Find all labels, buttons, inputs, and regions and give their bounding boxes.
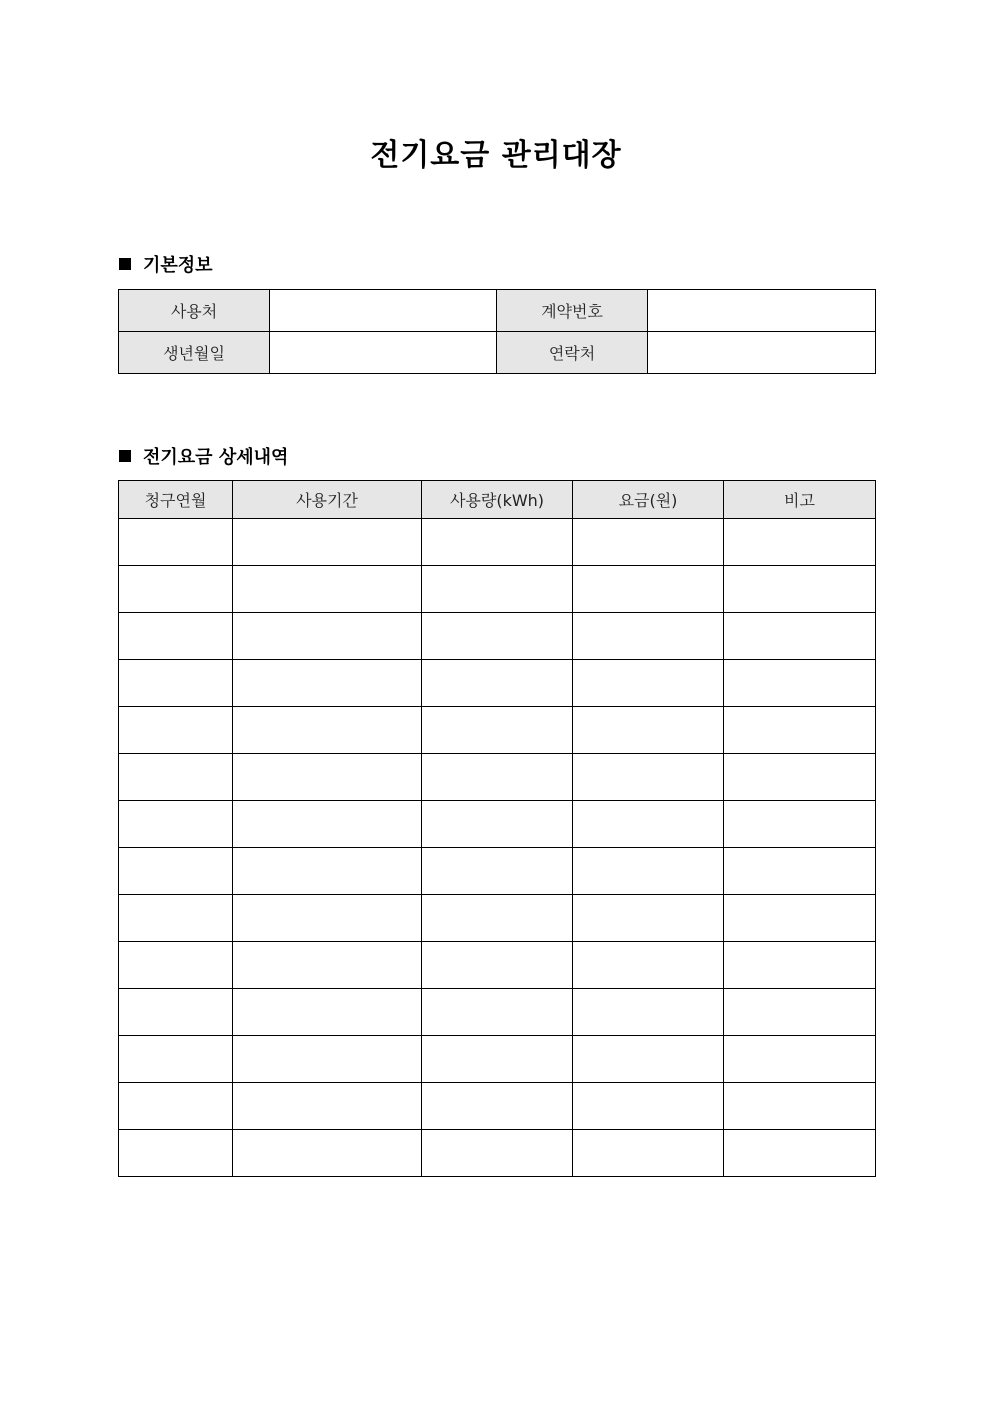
billing-month-cell[interactable] <box>119 1083 233 1130</box>
contract-number-label: 계약번호 <box>497 290 648 332</box>
page-title: 전기요금 관리대장 <box>370 138 622 173</box>
usage-period-cell[interactable] <box>233 754 422 801</box>
charge-cell[interactable] <box>573 707 724 754</box>
basic-info-table <box>118 289 876 374</box>
detail-heading <box>119 444 288 468</box>
usage-place-field[interactable] <box>270 290 497 332</box>
usage-kwh-cell[interactable] <box>422 848 573 895</box>
billing-month-cell[interactable] <box>119 1130 233 1177</box>
table-row <box>119 848 876 895</box>
billing-month-cell[interactable] <box>119 989 233 1036</box>
usage-kwh-cell[interactable] <box>422 1083 573 1130</box>
table-row <box>119 942 876 989</box>
remarks-cell[interactable] <box>724 848 876 895</box>
table-row <box>119 566 876 613</box>
remarks-cell[interactable] <box>724 1036 876 1083</box>
usage-period-cell[interactable] <box>233 801 422 848</box>
usage-period-cell[interactable] <box>233 1130 422 1177</box>
usage-period-cell[interactable] <box>233 660 422 707</box>
info-row <box>119 290 876 332</box>
billing-month-cell[interactable] <box>119 613 233 660</box>
remarks-cell[interactable] <box>724 519 876 566</box>
charge-cell[interactable] <box>573 613 724 660</box>
table-row <box>119 895 876 942</box>
charge-cell[interactable] <box>573 942 724 989</box>
table-row <box>119 801 876 848</box>
remarks-cell[interactable] <box>724 989 876 1036</box>
charge-cell[interactable] <box>573 1036 724 1083</box>
birth-date-label: 생년월일 <box>119 332 270 374</box>
detail-table-body <box>119 519 876 1177</box>
remarks-cell[interactable] <box>724 942 876 989</box>
usage-place-label: 사용처 <box>119 290 270 332</box>
table-row <box>119 754 876 801</box>
usage-kwh-cell[interactable] <box>422 613 573 660</box>
billing-month-cell[interactable] <box>119 566 233 613</box>
billing-month-cell[interactable] <box>119 660 233 707</box>
square-bullet-icon <box>119 258 131 270</box>
column-header-remarks: 비고 <box>724 481 876 519</box>
usage-kwh-cell[interactable] <box>422 989 573 1036</box>
column-header-usage-kwh: 사용량(kWh) <box>422 481 573 519</box>
billing-month-cell[interactable] <box>119 848 233 895</box>
detail-table <box>118 480 876 1177</box>
table-row <box>119 613 876 660</box>
charge-cell[interactable] <box>573 519 724 566</box>
charge-cell[interactable] <box>573 1083 724 1130</box>
charge-cell[interactable] <box>573 1130 724 1177</box>
usage-kwh-cell[interactable] <box>422 519 573 566</box>
detail-header-row <box>119 481 876 519</box>
charge-cell[interactable] <box>573 801 724 848</box>
billing-month-cell[interactable] <box>119 1036 233 1083</box>
remarks-cell[interactable] <box>724 707 876 754</box>
column-header-charge: 요금(원) <box>573 481 724 519</box>
charge-cell[interactable] <box>573 895 724 942</box>
contract-number-field[interactable] <box>648 290 876 332</box>
billing-month-cell[interactable] <box>119 942 233 989</box>
birth-date-field[interactable] <box>270 332 497 374</box>
usage-period-cell[interactable] <box>233 519 422 566</box>
table-row <box>119 1130 876 1177</box>
remarks-cell[interactable] <box>724 801 876 848</box>
remarks-cell[interactable] <box>724 895 876 942</box>
remarks-cell[interactable] <box>724 754 876 801</box>
remarks-cell[interactable] <box>724 1130 876 1177</box>
remarks-cell[interactable] <box>724 613 876 660</box>
basic-info-heading <box>119 252 213 276</box>
charge-cell[interactable] <box>573 848 724 895</box>
basic-info-heading-text: 기본정보 <box>143 255 213 276</box>
usage-kwh-cell[interactable] <box>422 1036 573 1083</box>
usage-period-cell[interactable] <box>233 566 422 613</box>
contact-field[interactable] <box>648 332 876 374</box>
charge-cell[interactable] <box>573 566 724 613</box>
usage-period-cell[interactable] <box>233 707 422 754</box>
square-bullet-icon <box>119 450 131 462</box>
billing-month-cell[interactable] <box>119 801 233 848</box>
billing-month-cell[interactable] <box>119 707 233 754</box>
table-row <box>119 1083 876 1130</box>
info-row <box>119 332 876 374</box>
table-row <box>119 1036 876 1083</box>
usage-period-cell[interactable] <box>233 1083 422 1130</box>
table-row <box>119 707 876 754</box>
remarks-cell[interactable] <box>724 566 876 613</box>
usage-period-cell[interactable] <box>233 1036 422 1083</box>
remarks-cell[interactable] <box>724 660 876 707</box>
usage-period-cell[interactable] <box>233 613 422 660</box>
usage-kwh-cell[interactable] <box>422 942 573 989</box>
usage-kwh-cell[interactable] <box>422 895 573 942</box>
billing-month-cell[interactable] <box>119 754 233 801</box>
usage-kwh-cell[interactable] <box>422 1130 573 1177</box>
billing-month-cell[interactable] <box>119 519 233 566</box>
charge-cell[interactable] <box>573 754 724 801</box>
usage-kwh-cell[interactable] <box>422 660 573 707</box>
contact-label: 연락처 <box>497 332 648 374</box>
table-row <box>119 989 876 1036</box>
usage-period-cell[interactable] <box>233 848 422 895</box>
usage-kwh-cell[interactable] <box>422 754 573 801</box>
remarks-cell[interactable] <box>724 1083 876 1130</box>
charge-cell[interactable] <box>573 660 724 707</box>
column-header-usage-period: 사용기간 <box>233 481 422 519</box>
table-row <box>119 660 876 707</box>
usage-period-cell[interactable] <box>233 989 422 1036</box>
table-row <box>119 519 876 566</box>
usage-kwh-cell[interactable] <box>422 566 573 613</box>
column-header-billing-month: 청구연월 <box>119 481 233 519</box>
usage-period-cell[interactable] <box>233 895 422 942</box>
usage-kwh-cell[interactable] <box>422 707 573 754</box>
charge-cell[interactable] <box>573 989 724 1036</box>
usage-period-cell[interactable] <box>233 942 422 989</box>
detail-heading-text: 전기요금 상세내역 <box>143 447 289 468</box>
usage-kwh-cell[interactable] <box>422 801 573 848</box>
billing-month-cell[interactable] <box>119 895 233 942</box>
